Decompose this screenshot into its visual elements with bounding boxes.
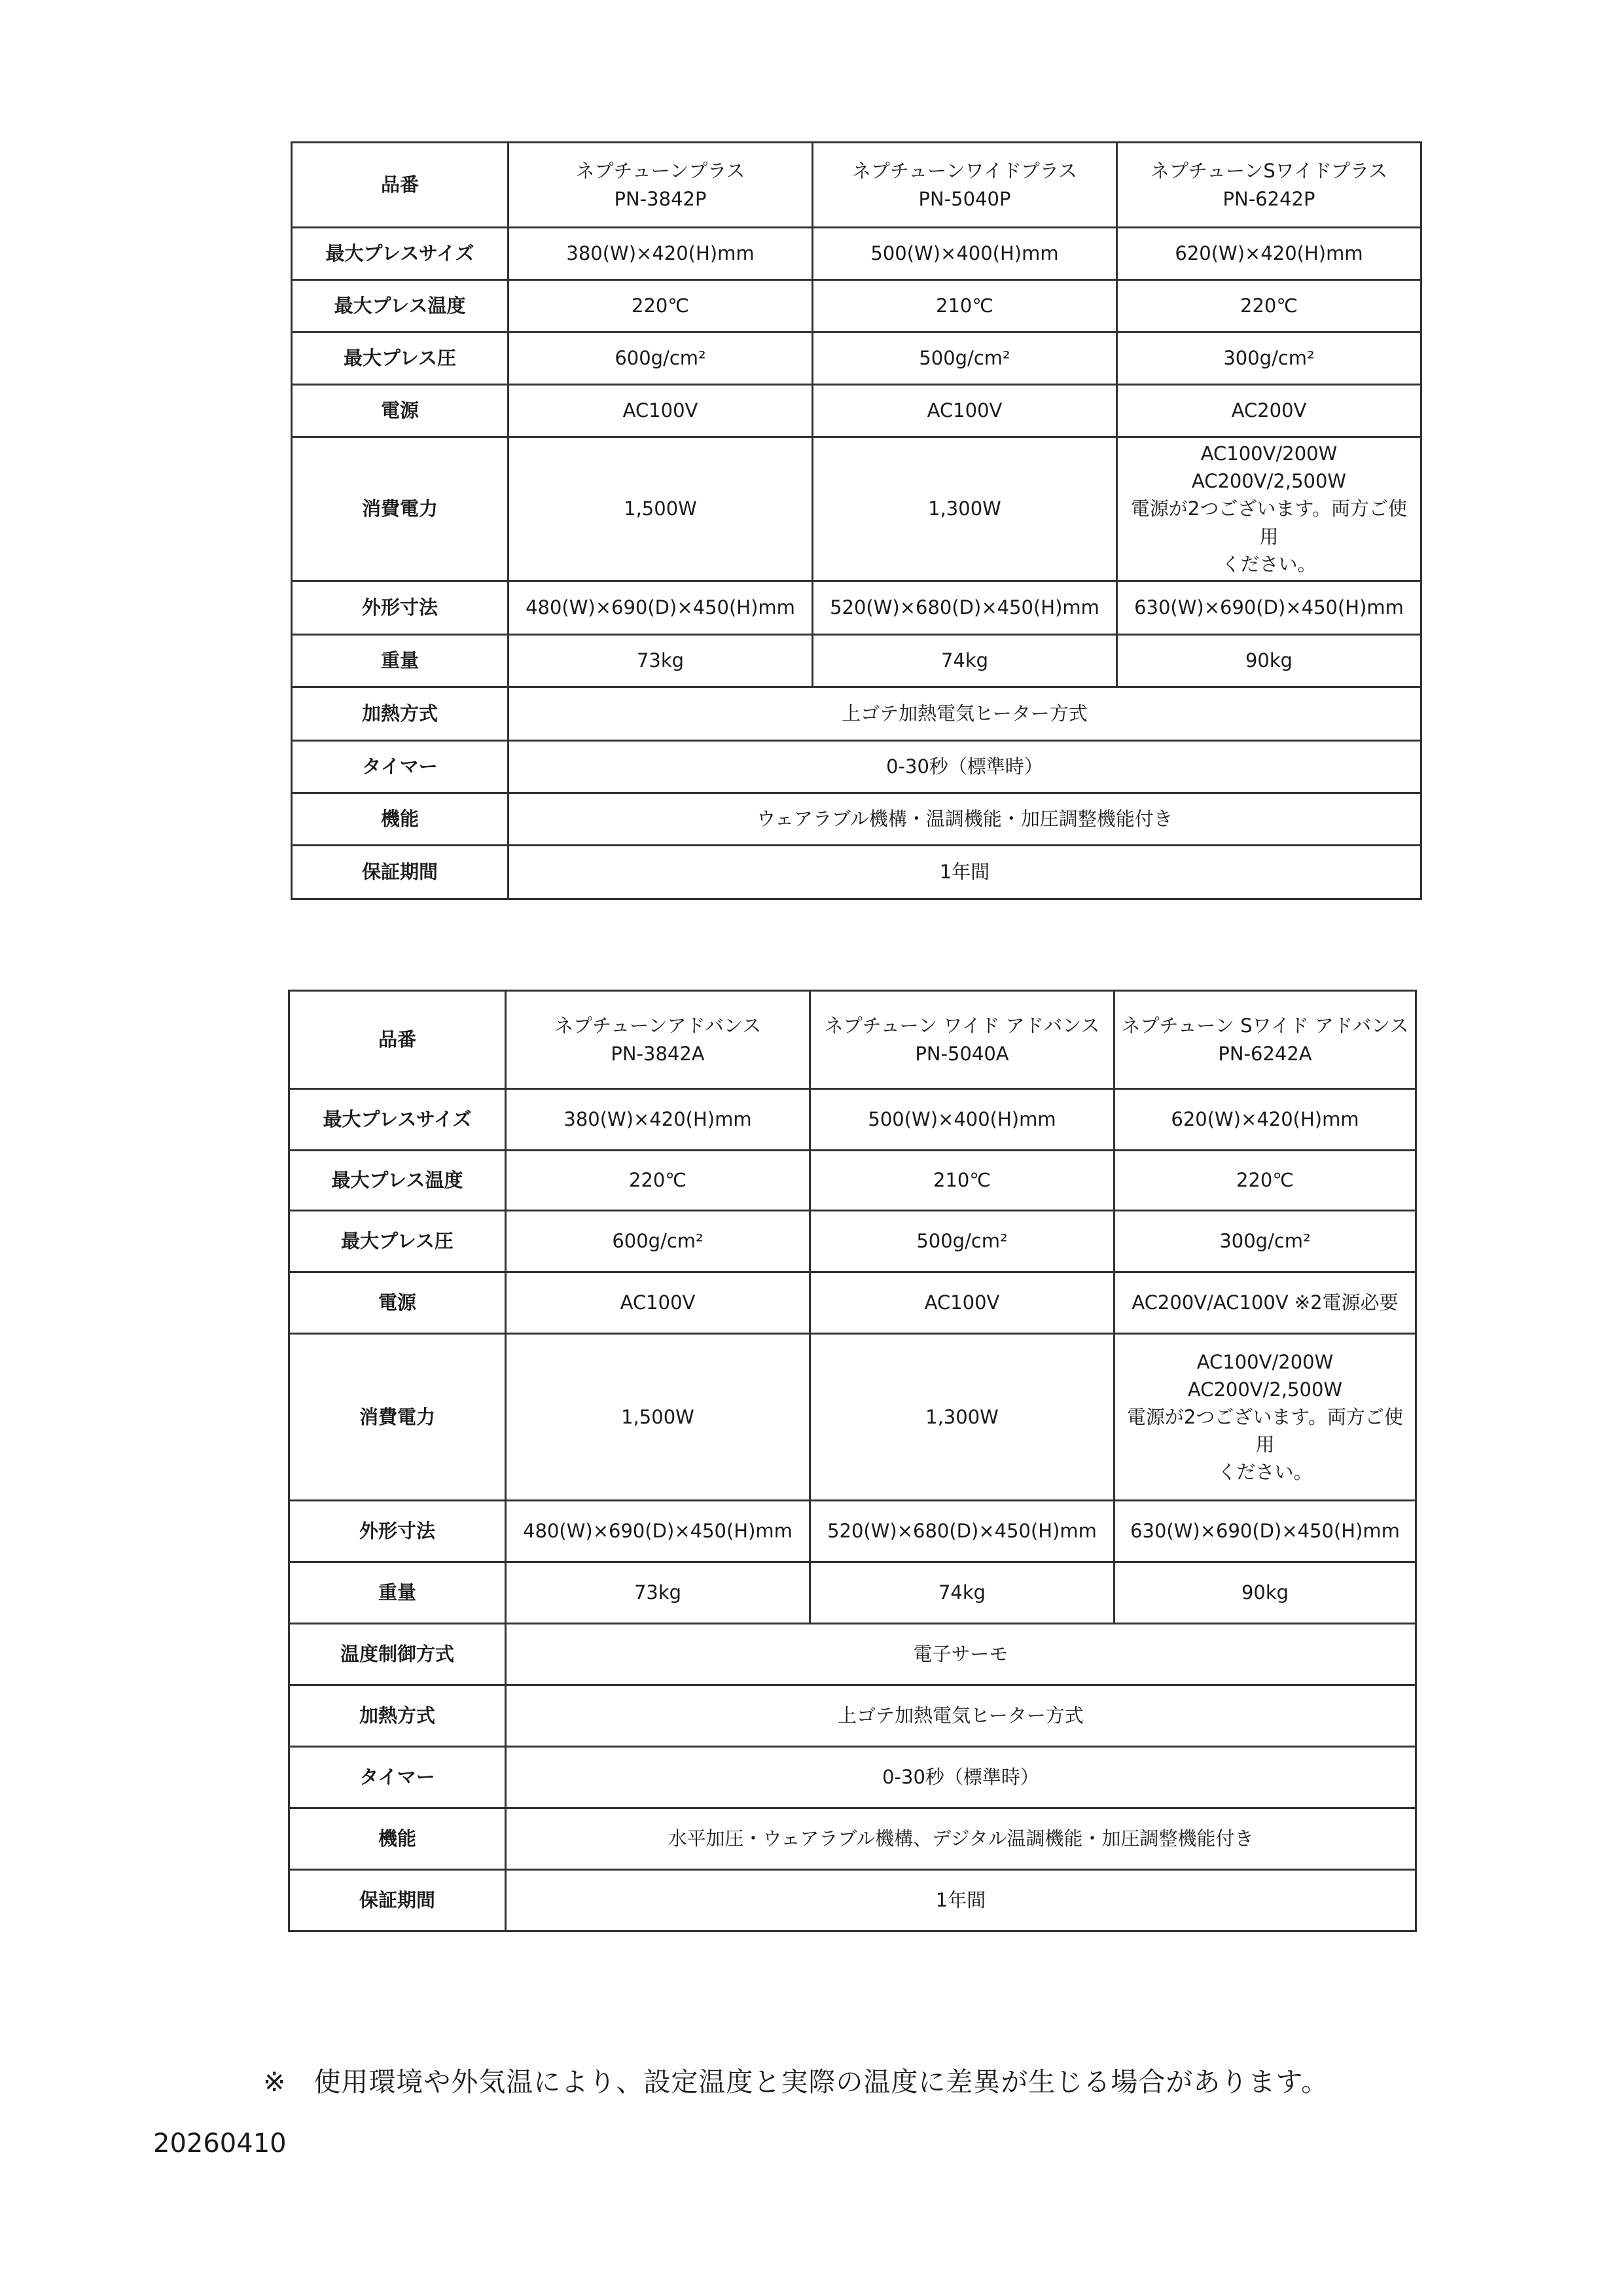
value-cell <box>508 581 813 635</box>
value-cell <box>508 635 813 687</box>
value-line: 520(W)×680(D)×450(H)mm <box>827 1520 1097 1543</box>
value-line: AC200V/2,500W <box>1191 470 1347 493</box>
value-cell <box>1117 332 1421 385</box>
value-cell <box>506 1562 810 1624</box>
value-line: 210℃ <box>936 295 993 317</box>
merged-value-cell: 上ゴテ加熱電気ヒーター方式 <box>506 1685 1416 1747</box>
model-header-cell <box>1117 143 1421 228</box>
row-label: 電源 <box>292 385 508 437</box>
value-line: 620(W)×420(H)mm <box>1175 242 1363 265</box>
value-line: 480(W)×690(D)×450(H)mm <box>526 596 795 619</box>
model-number: PN-5040P <box>918 187 1011 210</box>
row-label: 消費電力 <box>292 437 508 581</box>
value-cell <box>810 1151 1115 1211</box>
model-name: ネプチューンプラス <box>575 160 745 183</box>
table-row <box>292 332 1421 385</box>
value-cell <box>508 228 813 280</box>
row-label: 消費電力 <box>289 1334 506 1501</box>
value-cell <box>1115 1501 1416 1562</box>
value-line: 電源が2つございます。両方ご使用 <box>1126 1405 1404 1456</box>
value-line: 220℃ <box>632 295 689 317</box>
value-cell <box>813 385 1117 437</box>
document-date: 20260410 <box>153 2128 287 2159</box>
value-cell <box>1117 437 1421 581</box>
table-row <box>289 1272 1416 1334</box>
table-row <box>292 385 1421 437</box>
merged-value-cell: 1年間 <box>508 846 1421 899</box>
value-cell <box>810 1334 1115 1501</box>
value-cell <box>1115 1562 1416 1624</box>
value-cell <box>1117 228 1421 280</box>
table-row <box>292 635 1421 687</box>
row-label: 電源 <box>289 1272 506 1334</box>
value-line: 220℃ <box>1240 295 1298 317</box>
value-cell <box>810 1272 1115 1334</box>
merged-value-cell: 上ゴテ加熱電気ヒーター方式 <box>508 687 1421 741</box>
row-label: 最大プレス温度 <box>289 1151 506 1211</box>
value-line: 1,300W <box>928 497 1001 520</box>
value-line: AC200V/AC100V ※2電源必要 <box>1132 1291 1399 1314</box>
table-row <box>292 280 1421 332</box>
row-label: 外形寸法 <box>292 581 508 635</box>
value-line: 74kg <box>938 1581 986 1604</box>
model-name: ネプチューンワイドプラス <box>852 160 1077 183</box>
merged-value-cell: 電子サーモ <box>506 1624 1416 1685</box>
table-row <box>289 1151 1416 1211</box>
value-line: AC100V/200W <box>1200 442 1338 465</box>
value-cell <box>508 385 813 437</box>
value-line: 73kg <box>636 649 685 672</box>
merged-value-cell: 水平加圧・ウェアラブル機構、デジタル温調機能・加圧調整機能付き <box>506 1808 1416 1870</box>
row-label: 加熱方式 <box>289 1685 506 1747</box>
value-line: AC200V <box>1231 399 1307 422</box>
header-row <box>289 991 1416 1089</box>
model-name: ネプチューンアドバンス <box>554 1014 762 1037</box>
model-name: ネプチューン ワイド アドバンス <box>824 1014 1100 1037</box>
value-line: 1,500W <box>621 1405 694 1428</box>
value-line: 480(W)×690(D)×450(H)mm <box>523 1520 793 1543</box>
row-label: 最大プレス圧 <box>289 1211 506 1272</box>
value-line: 380(W)×420(H)mm <box>563 1108 752 1131</box>
value-line: 210℃ <box>933 1169 991 1192</box>
row-label: 最大プレス温度 <box>292 280 508 332</box>
value-cell <box>1117 635 1421 687</box>
table-row <box>289 1624 1416 1685</box>
row-label: 最大プレス圧 <box>292 332 508 385</box>
table-row <box>289 1870 1416 1931</box>
row-label: タイマー <box>289 1747 506 1808</box>
row-label: 重量 <box>292 635 508 687</box>
value-cell <box>1117 385 1421 437</box>
value-cell <box>506 1334 810 1501</box>
value-line: 500(W)×400(H)mm <box>870 242 1059 265</box>
row-label: 外形寸法 <box>289 1501 506 1562</box>
value-line: 630(W)×690(D)×450(H)mm <box>1130 1520 1400 1543</box>
value-cell <box>813 280 1117 332</box>
value-cell <box>506 1501 810 1562</box>
value-line: AC100V <box>927 399 1003 422</box>
value-cell <box>813 228 1117 280</box>
merged-value-cell: ウェアラブル機構・温調機能・加圧調整機能付き <box>508 793 1421 846</box>
value-line: ください。 <box>1221 552 1317 575</box>
value-line: 300g/cm² <box>1223 347 1315 370</box>
value-line: 74kg <box>940 649 989 672</box>
value-line: 600g/cm² <box>612 1230 704 1253</box>
table-row <box>292 581 1421 635</box>
value-line: 520(W)×680(D)×450(H)mm <box>830 596 1099 619</box>
value-cell <box>506 1211 810 1272</box>
value-line: 90kg <box>1241 1581 1289 1604</box>
value-cell <box>508 437 813 581</box>
value-line: 電源が2つございます。両方ご使用 <box>1130 497 1408 548</box>
value-cell <box>813 635 1117 687</box>
table-row <box>289 1501 1416 1562</box>
table-row <box>292 741 1421 793</box>
model-name: ネプチューン Sワイド アドバンス <box>1121 1014 1409 1037</box>
model-number: PN-3842P <box>614 187 707 210</box>
value-cell <box>1115 1334 1416 1501</box>
merged-value-cell: 0-30秒（標準時） <box>506 1747 1416 1808</box>
spec-table-advance <box>288 990 1417 1932</box>
row-label: 機能 <box>292 793 508 846</box>
value-cell <box>1117 280 1421 332</box>
row-label: 最大プレスサイズ <box>292 228 508 280</box>
value-cell <box>810 1562 1115 1624</box>
model-header-cell <box>810 991 1115 1089</box>
value-line: 300g/cm² <box>1219 1230 1311 1253</box>
row-label: 最大プレスサイズ <box>289 1089 506 1151</box>
value-line: 500(W)×400(H)mm <box>868 1108 1056 1131</box>
value-line: AC100V <box>620 1291 696 1314</box>
value-cell <box>508 332 813 385</box>
row-label: 温度制御方式 <box>289 1624 506 1685</box>
value-line: 220℃ <box>629 1169 687 1192</box>
value-line: 600g/cm² <box>615 347 706 370</box>
row-label: 品番 <box>289 991 506 1089</box>
value-cell <box>1115 1211 1416 1272</box>
merged-value-cell: 1年間 <box>506 1870 1416 1931</box>
table-row <box>292 228 1421 280</box>
value-cell <box>810 1501 1115 1562</box>
value-line: ください。 <box>1217 1461 1313 1484</box>
value-line: 380(W)×420(H)mm <box>566 242 755 265</box>
value-cell <box>506 1272 810 1334</box>
value-line: 1,300W <box>925 1405 999 1428</box>
header-row <box>292 143 1421 228</box>
value-line: 73kg <box>633 1581 682 1604</box>
value-line: 90kg <box>1245 649 1293 672</box>
footnote: ※ 使用環境や外気温により、設定温度と実際の温度に差異が生じる場合があります。 <box>263 2066 1329 2098</box>
row-label: 保証期間 <box>292 846 508 899</box>
value-cell <box>810 1211 1115 1272</box>
row-label: 重量 <box>289 1562 506 1624</box>
value-cell <box>1115 1089 1416 1151</box>
row-label: 品番 <box>292 143 508 228</box>
value-cell <box>508 280 813 332</box>
value-cell <box>813 332 1117 385</box>
table-row <box>289 1808 1416 1870</box>
table-row <box>289 1334 1416 1501</box>
value-line: 500g/cm² <box>916 1230 1008 1253</box>
value-line: 500g/cm² <box>919 347 1010 370</box>
value-line: AC100V <box>622 399 698 422</box>
value-cell <box>506 1151 810 1211</box>
table-row <box>292 687 1421 741</box>
value-line: 220℃ <box>1236 1169 1294 1192</box>
spec-table-body <box>292 143 1421 899</box>
value-cell <box>813 437 1117 581</box>
model-header-cell <box>508 143 813 228</box>
model-header-cell <box>506 991 810 1089</box>
value-cell <box>810 1089 1115 1151</box>
merged-value-cell: 0-30秒（標準時） <box>508 741 1421 793</box>
row-label: 加熱方式 <box>292 687 508 741</box>
spec-table-body <box>289 991 1416 1931</box>
table-row <box>292 793 1421 846</box>
model-number: PN-6242A <box>1218 1042 1312 1065</box>
spec-table-plus <box>291 141 1422 900</box>
model-header-cell <box>813 143 1117 228</box>
table-row <box>289 1089 1416 1151</box>
value-line: 630(W)×690(D)×450(H)mm <box>1134 596 1404 619</box>
value-cell <box>1115 1272 1416 1334</box>
value-cell <box>506 1089 810 1151</box>
model-number: PN-3842A <box>611 1042 705 1065</box>
table-row <box>289 1747 1416 1808</box>
row-label: 機能 <box>289 1808 506 1870</box>
value-cell <box>813 581 1117 635</box>
value-line: AC200V/2,500W <box>1187 1378 1343 1401</box>
table-row <box>289 1562 1416 1624</box>
table-row <box>289 1685 1416 1747</box>
row-label: 保証期間 <box>289 1870 506 1931</box>
row-label: タイマー <box>292 741 508 793</box>
table-row <box>289 1211 1416 1272</box>
value-cell <box>1117 581 1421 635</box>
value-cell <box>1115 1151 1416 1211</box>
table-row <box>292 846 1421 899</box>
model-name: ネプチューンSワイドプラス <box>1150 160 1388 183</box>
model-header-cell <box>1115 991 1416 1089</box>
table-row <box>292 437 1421 581</box>
value-line: 1,500W <box>624 497 697 520</box>
value-line: AC100V <box>924 1291 1000 1314</box>
model-number: PN-6242P <box>1222 187 1315 210</box>
value-line: 620(W)×420(H)mm <box>1171 1108 1359 1131</box>
model-number: PN-5040A <box>915 1042 1009 1065</box>
value-line: AC100V/200W <box>1196 1350 1334 1373</box>
